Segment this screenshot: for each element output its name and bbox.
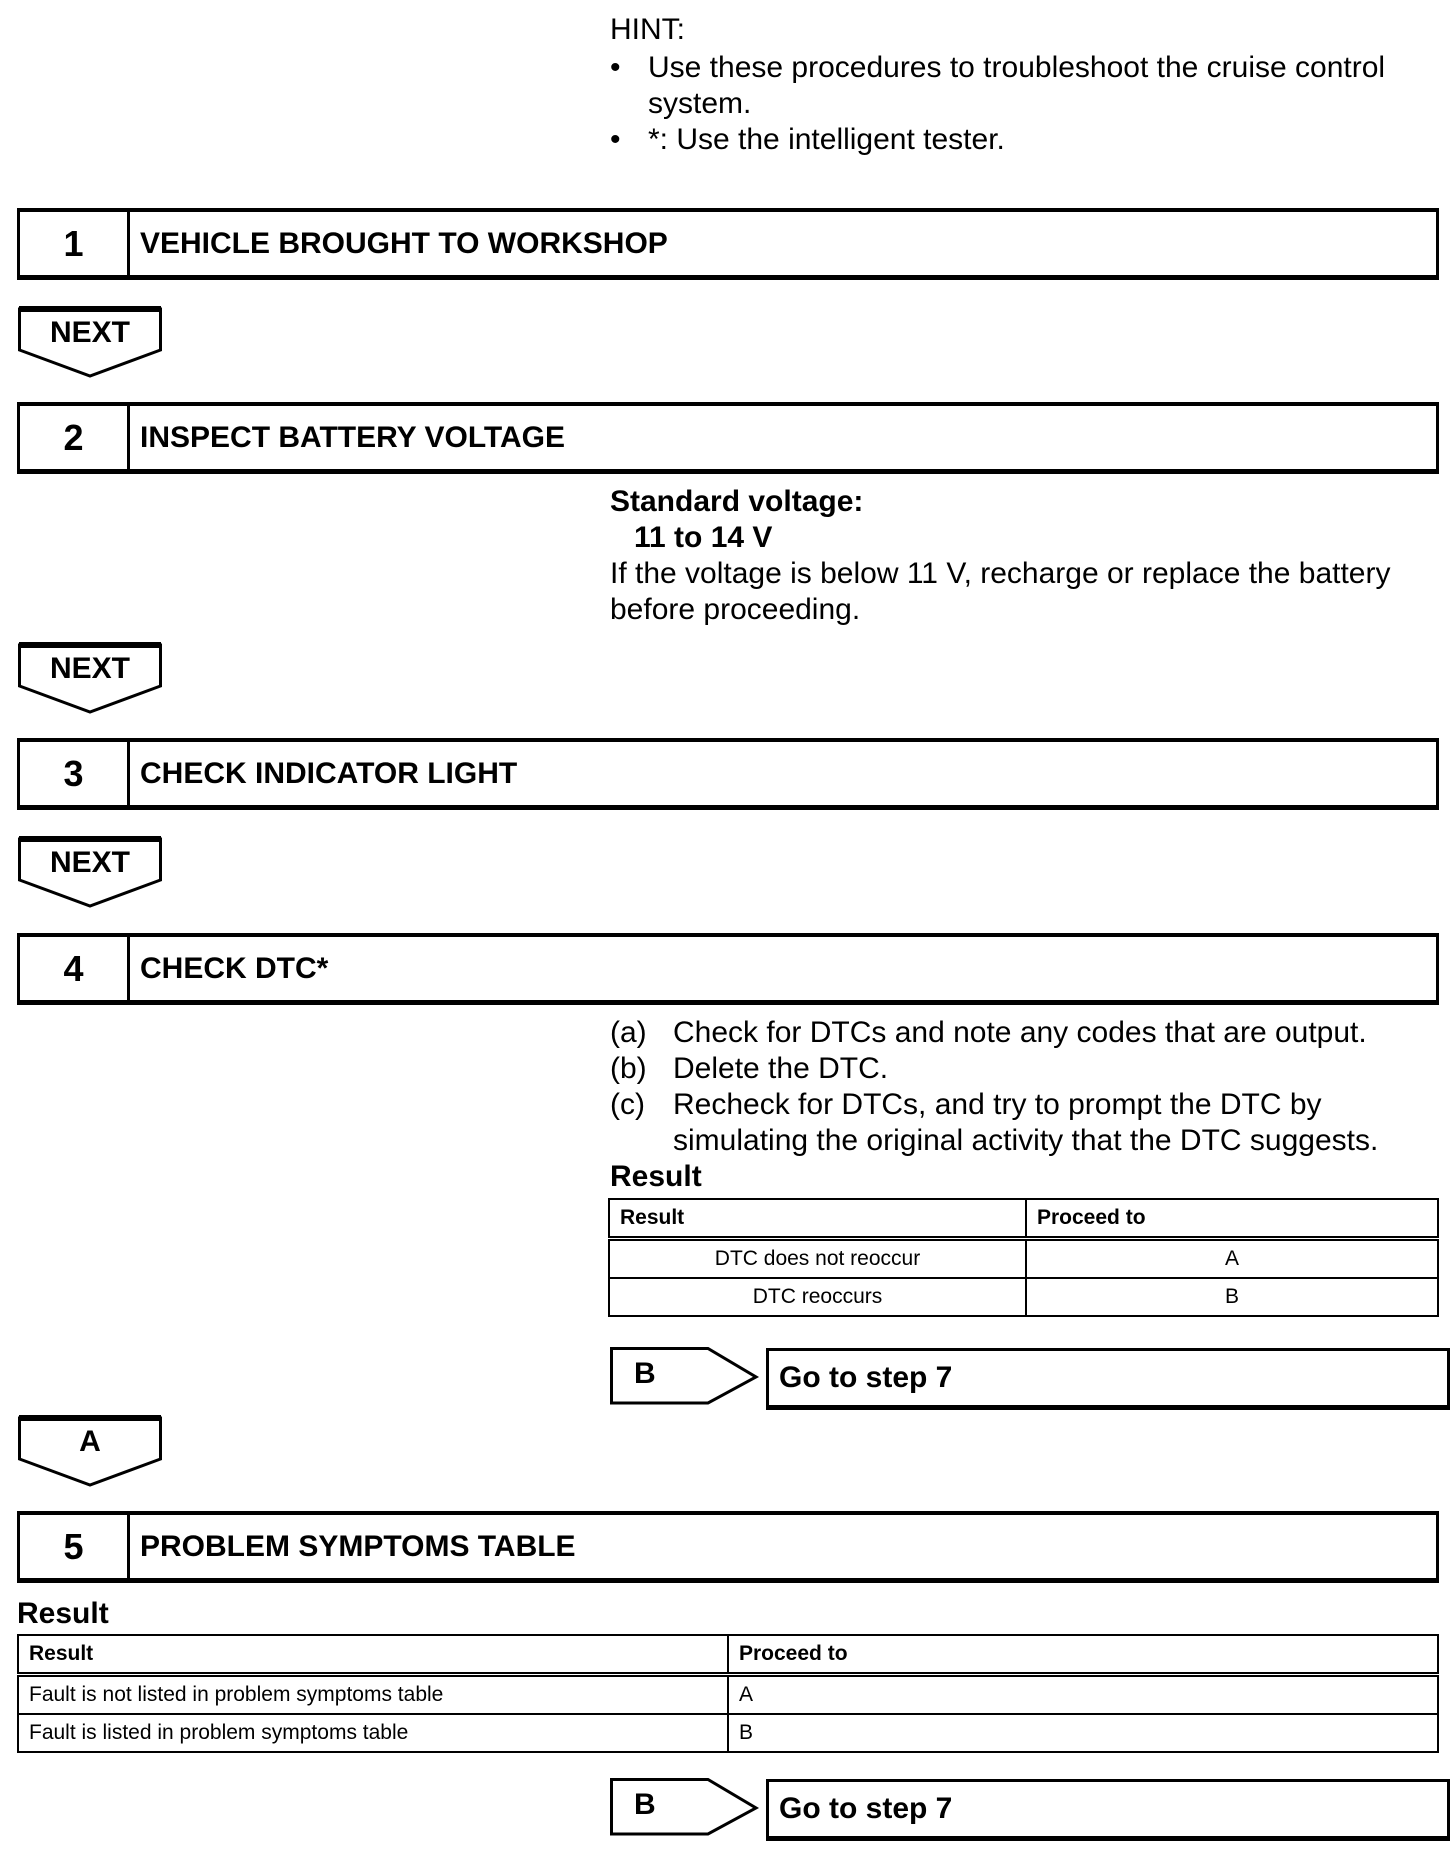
- item-marker: (c): [610, 1088, 645, 1121]
- table-row: [609, 1239, 1438, 1279]
- branch-b-arrow: [610, 1778, 760, 1840]
- branch-a-arrow: [18, 1415, 162, 1487]
- cell-result: DTC does not reoccur: [609, 1239, 1026, 1279]
- cell-result: Fault is listed in problem symptoms table: [18, 1714, 728, 1752]
- table-header-row: [609, 1199, 1438, 1239]
- step-number: 4: [20, 937, 130, 1000]
- step-title: CHECK INDICATOR LIGHT: [140, 756, 518, 790]
- next-arrow: [18, 642, 162, 714]
- item-text-cont: simulating the original activity that the DTC suggests.: [673, 1124, 1379, 1157]
- dtc-result-table: [608, 1198, 1439, 1317]
- item-text: Recheck for DTCs, and try to prompt the DTC by: [673, 1088, 1322, 1121]
- step-title: INSPECT BATTERY VOLTAGE: [140, 420, 566, 454]
- step-5-header: [17, 1511, 1439, 1583]
- cell-proceed: A: [728, 1675, 1438, 1715]
- header-proceed: Proceed to: [728, 1635, 1438, 1675]
- next-label: NEXT: [49, 652, 130, 685]
- step-number: 3: [20, 742, 130, 805]
- hint-label: HINT:: [610, 13, 685, 46]
- branch-a-label: A: [79, 1425, 101, 1458]
- result-label: Result: [610, 1160, 702, 1193]
- header-proceed: Proceed to: [1026, 1199, 1438, 1239]
- table-row: [18, 1675, 1438, 1715]
- branch-b-label: B: [634, 1788, 656, 1821]
- step-title: VEHICLE BROUGHT TO WORKSHOP: [140, 226, 668, 260]
- step-title: CHECK DTC*: [140, 951, 329, 985]
- step-2-header: [17, 402, 1439, 474]
- next-label: NEXT: [49, 846, 130, 879]
- standard-voltage-label: Standard voltage:: [610, 485, 864, 518]
- step-number: 1: [20, 212, 130, 275]
- step-number: 5: [20, 1515, 130, 1578]
- bullet-icon: •: [610, 123, 621, 156]
- hint-bullet-1: Use these procedures to troubleshoot the cruise control: [648, 51, 1386, 84]
- cell-result: DTC reoccurs: [609, 1278, 1026, 1316]
- voltage-note-cont: before proceeding.: [610, 593, 861, 626]
- next-label: NEXT: [49, 316, 130, 349]
- cell-proceed: B: [1026, 1278, 1438, 1316]
- item-text: Delete the DTC.: [673, 1052, 889, 1085]
- voltage-note: If the voltage is below 11 V, recharge or replace the battery: [610, 557, 1391, 590]
- hint-bullet-1-cont: system.: [648, 87, 752, 120]
- step-4-header: [17, 933, 1439, 1005]
- item-marker: (a): [610, 1016, 647, 1049]
- item-text: Check for DTCs and note any codes that are output.: [673, 1016, 1367, 1049]
- table-row: [18, 1714, 1438, 1752]
- next-arrow: [18, 306, 162, 378]
- symptoms-result-table: [17, 1634, 1439, 1753]
- result-label: Result: [17, 1597, 109, 1630]
- hint-bullet-2: *: Use the intelligent tester.: [648, 123, 1005, 156]
- cell-result: Fault is not listed in problem symptoms table: [18, 1675, 728, 1715]
- step-number: 2: [20, 406, 130, 469]
- table-header-row: [18, 1635, 1438, 1675]
- table-row: [609, 1278, 1438, 1316]
- goto-step-7[interactable]: Go to step 7: [766, 1348, 1450, 1410]
- cell-proceed: B: [728, 1714, 1438, 1752]
- branch-b-label: B: [634, 1357, 656, 1390]
- step-1-header: [17, 208, 1439, 280]
- header-result: Result: [18, 1635, 728, 1675]
- standard-voltage-value: 11 to 14 V: [634, 521, 773, 554]
- item-marker: (b): [610, 1052, 647, 1085]
- bullet-icon: •: [610, 51, 621, 84]
- branch-b-arrow: [610, 1347, 760, 1409]
- step-title: PROBLEM SYMPTOMS TABLE: [140, 1529, 576, 1563]
- step-3-header: [17, 738, 1439, 810]
- header-result: Result: [609, 1199, 1026, 1239]
- cell-proceed: A: [1026, 1239, 1438, 1279]
- next-arrow: [18, 836, 162, 908]
- goto-step-7[interactable]: Go to step 7: [766, 1779, 1450, 1841]
